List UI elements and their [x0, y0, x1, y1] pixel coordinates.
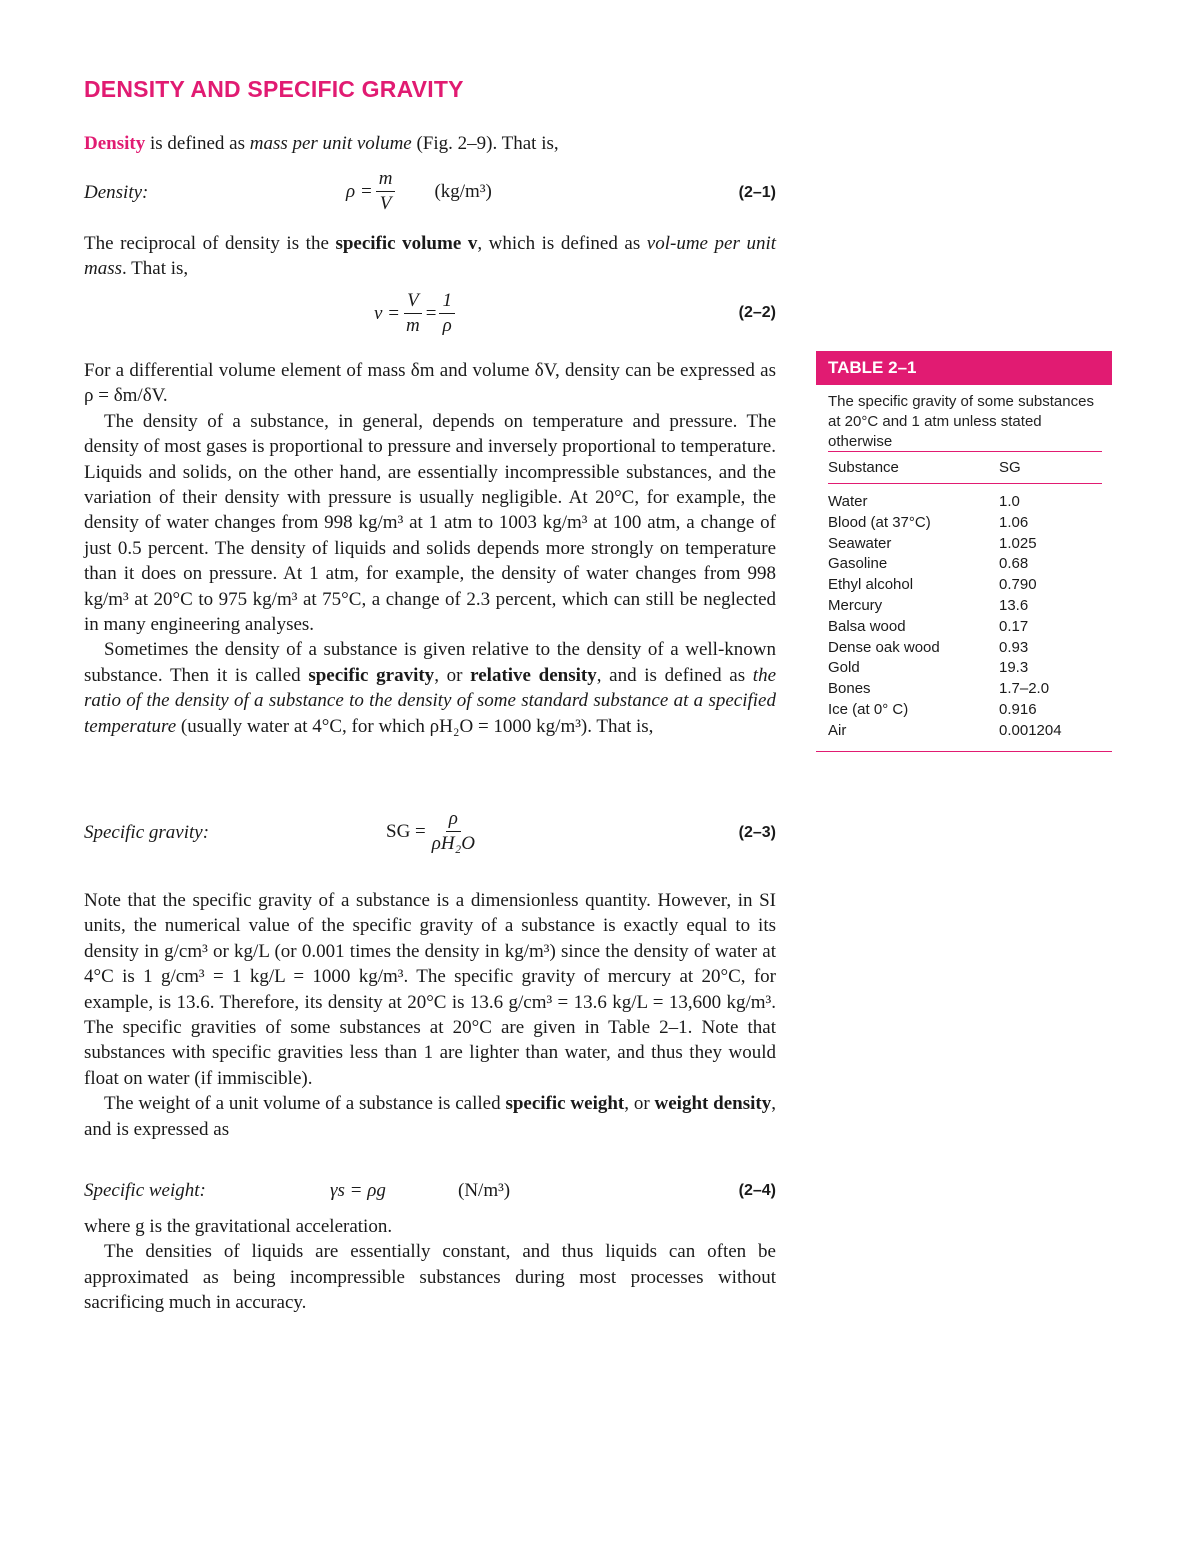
table-row	[828, 617, 1102, 638]
cell-substance: Water	[828, 493, 868, 510]
text: , which is defined as	[477, 233, 647, 254]
cell-sg: 1.7–2.0	[999, 680, 1050, 698]
table-title: TABLE 2–1	[816, 351, 1112, 385]
equation-unit: (N/m³)	[458, 1180, 511, 1201]
emphasis: vol-ume per unit mass	[84, 233, 776, 280]
text: (usually water at 4°C, for which ρH₂O = 1000 kg/m³). That is,	[176, 715, 654, 737]
paragraph-differential-density: For a differential volume element of mass δm and volume δV, density can be expressed as ρ = δm/δV.	[84, 360, 776, 407]
term-specific-gravity: specific gravity	[308, 664, 435, 686]
paragraph-specific-weight	[84, 1091, 776, 1142]
cell-substance: Dense oak wood	[828, 638, 940, 656]
fraction	[376, 168, 396, 215]
term-specific-weight: specific weight	[505, 1093, 625, 1115]
equation-2-1	[84, 168, 776, 218]
equation-expression: γs = ρg	[330, 1180, 386, 1201]
denominator: m	[406, 315, 420, 336]
numerator: 1	[439, 290, 455, 314]
equation-number: (2–4)	[738, 1182, 776, 1199]
cell-substance: Bones	[828, 680, 871, 698]
table-header-row	[828, 451, 1102, 484]
cell-sg: 0.93	[999, 638, 1029, 656]
text: is defined as	[145, 133, 250, 154]
term-density: Density	[84, 133, 146, 154]
denominator: V	[379, 193, 392, 214]
table-row	[828, 638, 1102, 659]
denominator: ρ	[442, 315, 452, 336]
cell-substance: Ice (at 0° C)	[828, 700, 909, 718]
equation-label: Specific weight:	[84, 1180, 206, 1201]
table-bottom-rule	[816, 751, 1112, 752]
cell-sg: 1.025	[999, 534, 1037, 552]
cell-substance: Gasoline	[828, 555, 888, 573]
paragraph-gravitational: where g is the gravitational acceleration.	[84, 1216, 393, 1237]
emphasis: the ratio of the density of a substance to the density of some standard substance at a specified temperature	[84, 664, 777, 737]
equation-lhs: ρ =	[346, 180, 373, 202]
cell-sg: 0.68	[999, 555, 1029, 573]
term-relative-density: relative density	[470, 664, 597, 686]
table-row	[828, 513, 1102, 534]
table-row	[828, 721, 1102, 742]
table-row	[828, 700, 1102, 721]
column-header-substance: Substance	[828, 459, 899, 476]
paragraph-specific-gravity	[84, 637, 776, 739]
equation-number: (2–3)	[738, 824, 776, 841]
numerator: V	[404, 290, 422, 314]
table-row	[828, 596, 1102, 617]
paragraph-dimensionless: Note that the specific gravity of a substance is a dimensionless quantity. However, in SI units, the numerical value of the specific gravity of a substance is exactly equal to its density in g/cm³ or kg/L (or 0.001 times the density in kg/m³) since the density of water at 4°C is 1 g/cm³ = 1 kg/L = 1000 kg/m³. The specific gravity of mercury at 20°C, for example, is 13.6. Therefore, its density at 20°C is 13.6 g/cm³ = 13.6 kg/L = 13,600 kg/m³. The specific gravities of some substances at 20°C are given in Table 2–1. Note that substances with specific gravities less than 1 are lighter than water, and thus they would float on water (if immiscible).	[84, 890, 776, 1089]
cell-sg: 13.6	[999, 596, 1029, 614]
cell-sg: 0.790	[999, 576, 1037, 594]
cell-sg: 1.06	[999, 513, 1029, 531]
text: Sometimes the density of a substance is given relative to the density of a well-known substance. Then it is called	[84, 639, 776, 686]
cell-substance: Ethyl alcohol	[828, 576, 914, 594]
cell-sg: 1.0	[999, 493, 1020, 510]
equation-body	[346, 168, 492, 215]
equation-body	[374, 290, 458, 337]
body-text-block-3	[84, 1214, 776, 1316]
text: , and is defined as	[596, 664, 753, 686]
numerator: m	[376, 168, 396, 192]
paragraph-liquids-constant: The densities of liquids are essentially constant, and thus liquids can often be approximated as being incompressible substances during most processes without sacrificing much in accuracy.	[84, 1241, 776, 1314]
cell-substance: Air	[828, 721, 847, 739]
text: , and is expressed as	[84, 1093, 776, 1140]
text: , or	[624, 1093, 655, 1115]
cell-sg: 19.3	[999, 659, 1029, 677]
equation-2-4	[84, 1178, 776, 1206]
fraction	[403, 290, 423, 337]
term-specific-volume: specific volume v	[335, 233, 478, 254]
table-row	[828, 492, 1102, 513]
equation-number: (2–2)	[738, 304, 776, 321]
emphasis: mass per unit volume	[249, 133, 412, 154]
denominator: ρH₂O	[431, 833, 475, 854]
paragraph-specific-volume	[84, 231, 776, 282]
table-row	[828, 534, 1102, 555]
body-text-block-1	[84, 358, 776, 739]
cell-substance: Gold	[828, 659, 860, 677]
fraction	[429, 808, 478, 855]
equation-2-3	[84, 808, 776, 858]
cell-sg: 0.916	[999, 700, 1037, 718]
paragraph-density-dependence: The density of a substance, in general, depends on temperature and pressure. The density of most gases is proportional to pressure and inversely proportional to temperature. Liquids and solids, on the other hand, are essentially incompressible substances, and the variation of their density with pressure is usually negligible. At 20°C, for example, the density of water changes from 998 kg/m³ at 1 atm to 1003 kg/m³ at 100 atm, a change of just 0.5 percent. The density of liquids and solids depends more strongly on temperature than it does on pressure. At 1 atm, for example, the density of water changes from 998 kg/m³ at 20°C to 975 kg/m³ at 75°C, a change of 2.3 percent, which can still be neglected in many engineering analyses.	[84, 410, 776, 636]
text: . That is,	[122, 258, 189, 280]
table-row	[828, 554, 1102, 575]
table-caption: The specific gravity of some substances at 20°C and 1 atm unless stated otherwise	[828, 393, 1094, 450]
body-text-block-2	[84, 888, 776, 1142]
table-row	[828, 575, 1102, 596]
text: , or	[434, 664, 471, 686]
text: The weight of a unit volume of a substance is called	[104, 1093, 506, 1115]
equation-body	[386, 808, 481, 855]
equation-label: Specific gravity:	[84, 822, 210, 843]
equation-label: Density:	[84, 182, 149, 203]
numerator: ρ	[446, 808, 461, 832]
cell-sg: 0.001204	[999, 721, 1062, 739]
column-header-sg: SG	[999, 459, 1021, 476]
table-row	[828, 658, 1102, 679]
equation-lhs: SG =	[386, 820, 426, 842]
equation-number: (2–1)	[738, 184, 776, 201]
equals-sign: =	[425, 302, 437, 324]
cell-substance: Blood (at 37°C)	[828, 513, 931, 531]
cell-sg: 0.17	[999, 617, 1029, 635]
section-heading: DENSITY AND SPECIFIC GRAVITY	[84, 76, 464, 102]
cell-substance: Balsa wood	[828, 617, 906, 635]
term-weight-density: weight density	[654, 1093, 772, 1115]
cell-substance: Seawater	[828, 534, 892, 552]
table-body	[828, 492, 1102, 742]
text: The reciprocal of density is the	[84, 233, 336, 254]
fraction	[439, 290, 455, 337]
equation-lhs: v =	[374, 302, 401, 324]
text: (Fig. 2–9). That is,	[411, 133, 559, 154]
equation-2-2	[84, 290, 776, 340]
paragraph-density-definition	[84, 131, 776, 156]
cell-substance: Mercury	[828, 596, 883, 614]
equation-unit: (kg/m³)	[434, 180, 492, 202]
table-row	[828, 679, 1102, 700]
